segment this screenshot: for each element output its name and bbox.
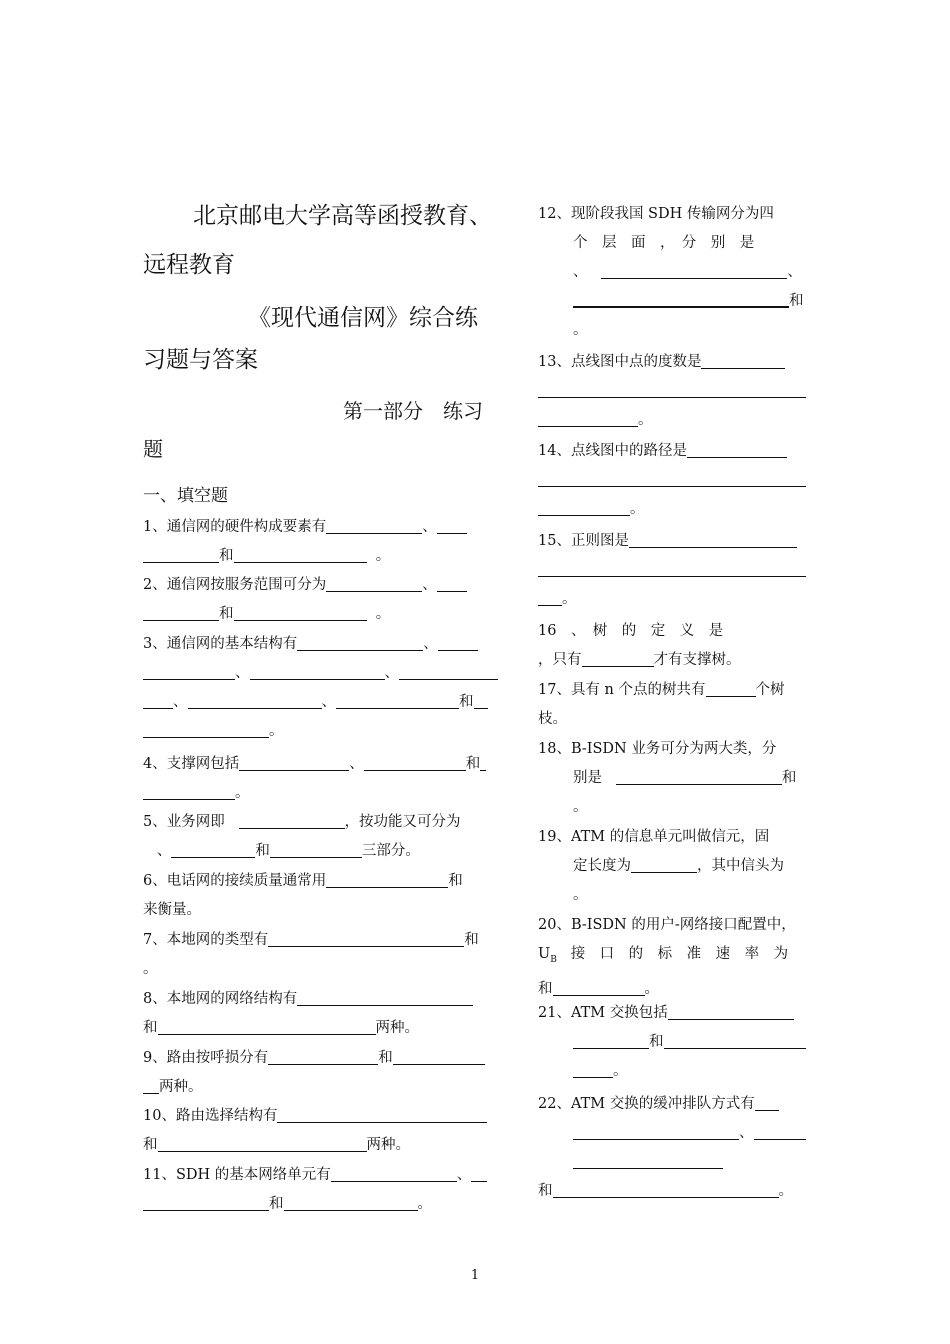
title-line-3: 《现代通信网》综合练 [248,305,478,331]
answer-blank[interactable] [538,498,630,516]
question-2: 2、通信网按服务范围可分为 、 和 。 [143,571,506,629]
title-line-4: 习题与答案 [143,347,258,373]
question-12: 12、现阶段我国 SDH 传输网分为四 个 层 面 ， 分 别 是 、 、 和 。 [538,206,804,338]
answer-blank[interactable] [326,574,422,592]
question-6: 6、电话网的接续质量通常用 和 来衡量。 [143,867,506,925]
question-3: 3、通信网的基本结构有 、 、 、 、 、 和 。 [143,630,506,746]
answer-blank[interactable] [143,1193,269,1211]
answer-blank[interactable] [158,1134,367,1152]
question-19: 19、ATM 的信息单元叫做信元，固 定长度为 ，其中信头为 。 [538,829,784,903]
answer-blank[interactable] [277,1105,487,1123]
answer-blank[interactable] [143,1076,159,1094]
answer-blank[interactable] [616,767,782,785]
answer-blank[interactable] [553,1180,779,1198]
question-16: 16 、 树 的 定 义 是 ，只有 才有支撑树。 [538,623,741,668]
answer-blank[interactable] [143,662,235,680]
answer-blank[interactable] [268,929,464,947]
answer-blank[interactable] [234,603,367,621]
answer-blank[interactable] [399,662,498,680]
answer-blank[interactable] [143,545,219,563]
answer-blank[interactable] [573,1122,739,1140]
answer-blank[interactable] [143,603,219,621]
question-10: 10、路由选择结构有 和 两种。 [143,1102,506,1160]
answer-blank[interactable] [755,1093,779,1111]
answer-blank[interactable] [631,855,697,873]
answer-blank[interactable] [297,633,423,651]
answer-blank[interactable] [364,753,466,771]
question-21: 21、ATM 交换包括 和 。 [538,999,808,1086]
answer-blank[interactable] [664,1031,806,1049]
answer-blank[interactable] [538,559,806,577]
question-14: 14、点线图中的路径是 。 [538,437,808,524]
answer-blank[interactable] [573,1060,613,1078]
section-heading: 一、填空题 [143,486,228,506]
answer-blank[interactable] [437,516,467,534]
answer-blank[interactable] [480,753,486,771]
answer-blank[interactable] [573,1031,649,1049]
answer-blank[interactable] [239,753,349,771]
question-15: 15、正则图是 。 [538,527,808,614]
question-8: 8、本地网的网络结构有 和 两种。 [143,985,506,1043]
answer-blank[interactable] [553,978,645,996]
question-9: 9、路由按呼损分有 和 两种。 [143,1044,506,1102]
title-line-1: 北京邮电大学高等函授教育、 [193,203,492,229]
part-heading-line-2: 题 [143,437,163,461]
answer-blank[interactable] [573,289,789,308]
answer-blank[interactable] [701,351,785,369]
answer-blank[interactable] [629,530,797,548]
answer-blank[interactable] [158,1017,376,1035]
question-20: 20、B-ISDN 的用户-网络接口配置中， $U_B$ 接 口 的 标 准 速 率 为 和 。 [538,917,796,997]
title-line-2: 远程教育 [143,252,235,278]
answer-blank[interactable] [438,633,478,651]
answer-blank[interactable] [668,1002,794,1020]
answer-blank[interactable] [143,691,173,709]
question-17: 17、具有 n 个点的树共有 个树 枝。 [538,676,808,734]
question-11: 11、SDH 的基本网络单元有 、 和 。 [143,1161,506,1219]
answer-blank[interactable] [437,574,467,592]
answer-blank[interactable] [601,261,787,279]
question-5: 5、业务网即 ，按功能又可分为 、 和 三部分。 [143,808,506,866]
answer-blank[interactable] [326,516,422,534]
answer-blank[interactable] [474,691,488,709]
answer-blank[interactable] [326,870,448,888]
question-18: 18、B-ISDN 业务可分为两大类，分 别是 和 。 [538,741,797,815]
part-heading-line-1: 第一部分 练习 [343,399,483,423]
answer-blank[interactable] [573,1151,723,1169]
question-13: 13、点线图中点的度数是 。 [538,348,808,435]
question-7: 7、本地网的类型有 和 。 [143,926,506,984]
answer-blank[interactable] [297,988,473,1006]
question-22: 22、ATM 交换的缓冲排队方式有 、 和 。 [538,1090,808,1206]
answer-blank[interactable] [471,1164,487,1182]
answer-blank[interactable] [393,1047,485,1065]
page-number: 1 [470,1268,480,1283]
answer-blank[interactable] [336,691,459,709]
question-1: 1、通信网的硬件构成要素有 、 和 。 [143,513,506,571]
answer-blank[interactable] [538,380,806,398]
answer-blank[interactable] [582,649,654,667]
answer-blank[interactable] [250,662,385,680]
question-4: 4、支撑网包括 、 和 。 [143,750,506,808]
answer-blank[interactable] [143,720,269,738]
answer-blank[interactable] [188,691,322,709]
answer-blank[interactable] [538,588,562,606]
answer-blank[interactable] [143,782,235,800]
answer-blank[interactable] [270,840,362,858]
answer-blank[interactable] [687,440,787,458]
answer-blank[interactable] [171,840,255,858]
answer-blank[interactable] [284,1193,418,1211]
answer-blank[interactable] [706,679,756,697]
answer-blank[interactable] [239,811,345,829]
answer-blank[interactable] [268,1047,378,1065]
answer-blank[interactable] [538,469,806,487]
answer-blank[interactable] [331,1164,457,1182]
answer-blank[interactable] [754,1122,806,1140]
answer-blank[interactable] [538,409,638,427]
answer-blank[interactable] [234,545,367,563]
